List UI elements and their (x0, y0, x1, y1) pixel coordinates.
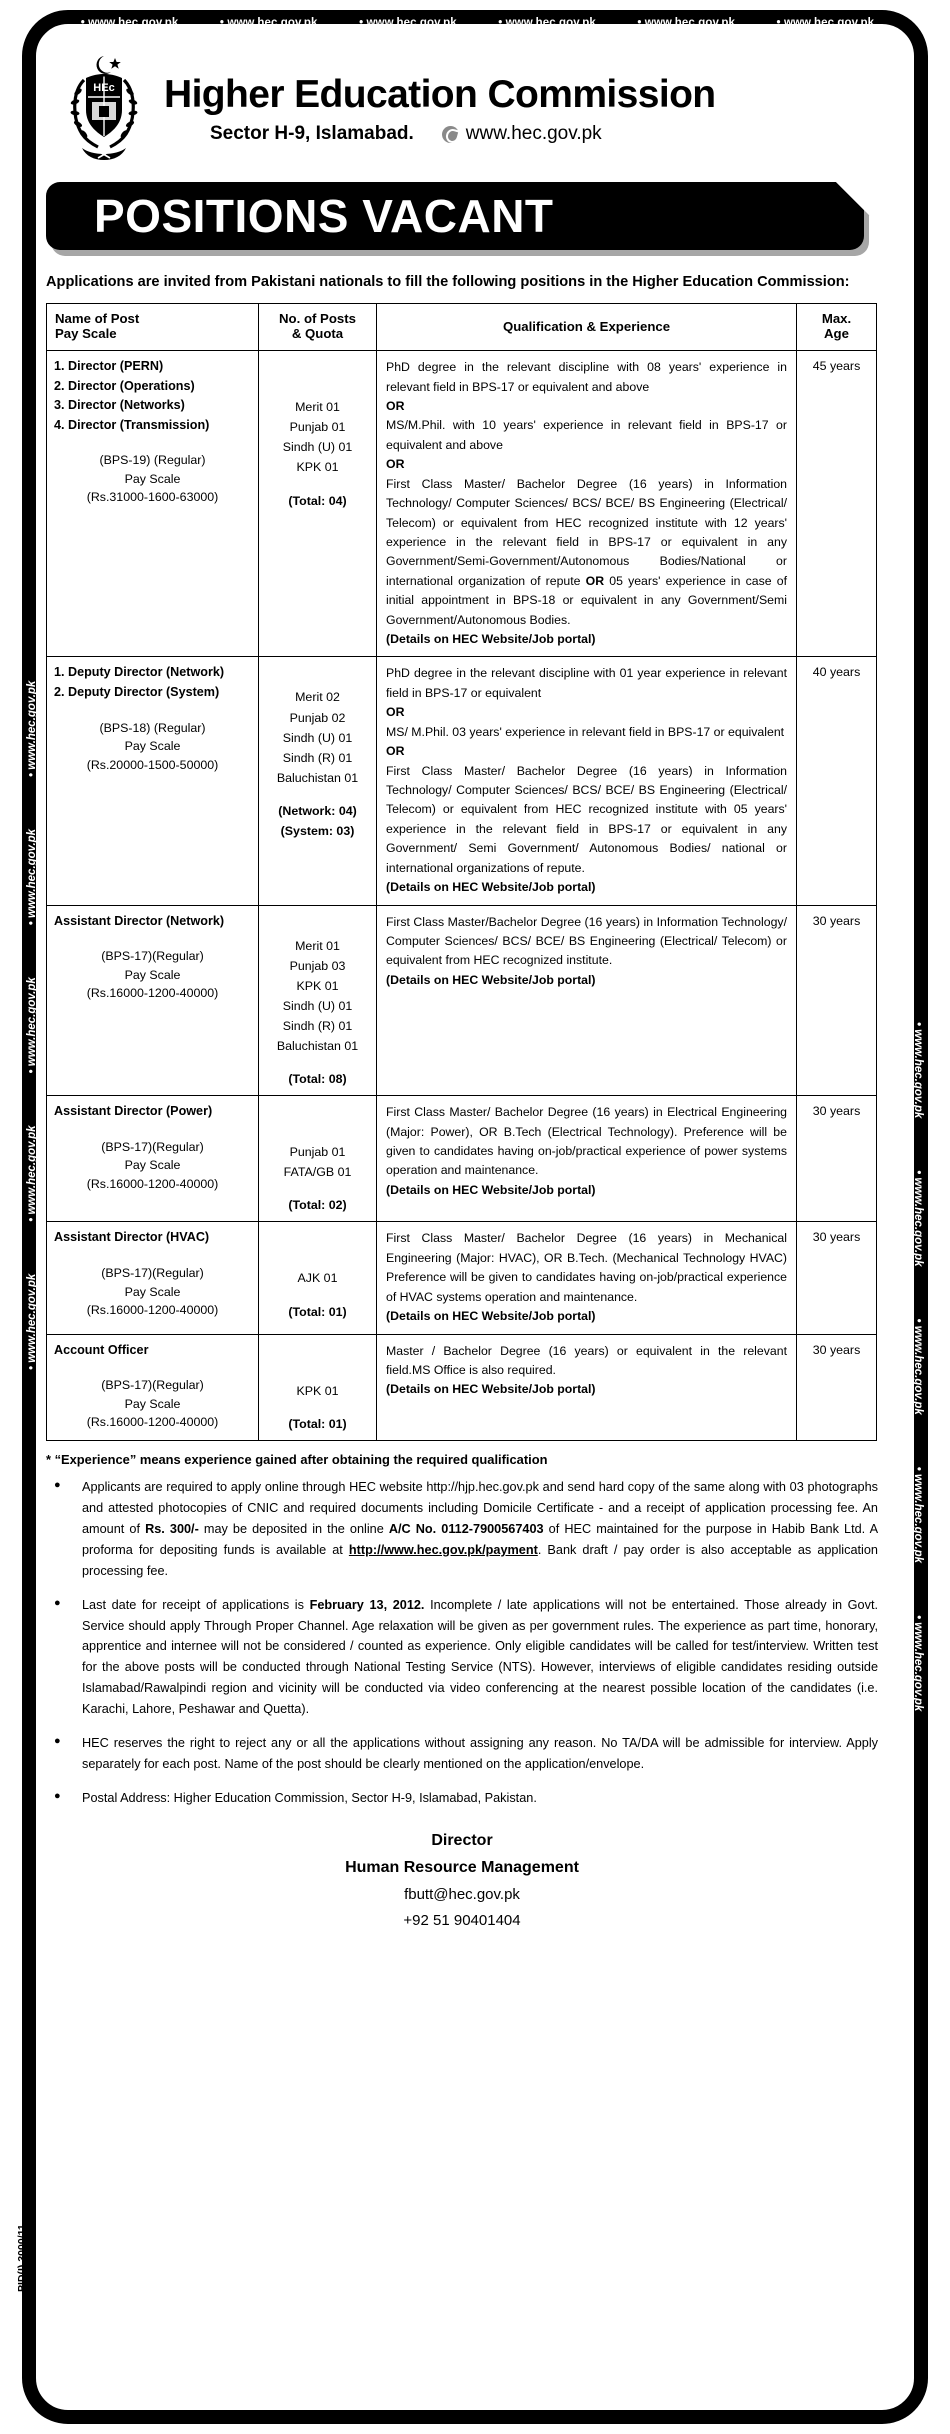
url-side-item: • www.hec.gov.pk (26, 1125, 38, 1222)
pay-scale-line: (Rs.16000-1200-40000) (86, 1415, 219, 1430)
qualification-paragraph: First Class Master/Bachelor Degree (16 years) in Information Technology/ Computer Sciences/ BCS/ BCE/ BS Engineering (Electrical/ Telecom) or equivalent from HEC recognized institute. (386, 914, 787, 968)
url-side-item: • www.hec.gov.pk (26, 977, 38, 1074)
quota-total: (Total: 04) (288, 493, 347, 508)
qualification-or: OR (386, 705, 405, 720)
bottom-url-strip (40, 2382, 875, 2404)
pay-scale-line: (BPS-17)(Regular) (101, 1266, 204, 1280)
qualification-details-link: (Details on HEC Website/Job portal) (386, 1382, 596, 1397)
pay-scale-line: (Rs.16000-1200-40000) (86, 1303, 219, 1318)
pay-scale-line: (BPS-17)(Regular) (101, 1378, 204, 1393)
col-header-quota (259, 304, 377, 351)
cell-max-age: 30 years (797, 1222, 877, 1334)
left-url-strip (26, 680, 38, 1396)
cell-qualification (377, 657, 797, 905)
globe-icon (442, 126, 459, 143)
quota-total: (Total: 01) (288, 1416, 347, 1431)
table-header-row (47, 304, 877, 351)
bullet-emphasis: February 13, 2012. (309, 1597, 425, 1612)
qualification-paragraph: First Class Master/ Bachelor Degree (16 years) in Electrical Engineering (Major: Power), OR B.Tech (Electrical Technology). Preference will be given to candidates having on-job/practical experience of power systems operation and maintenance. (386, 1105, 787, 1178)
quota-line: Sindh (R) 01 (282, 1018, 353, 1033)
quota-line: Sindh (U) 01 (282, 730, 353, 745)
document-content (40, 44, 910, 1934)
letterhead (40, 44, 910, 168)
qualification-paragraph: PhD degree in the relevant discipline with 08 years' experience in relevant field in BPS-17 or equivalent and above (386, 360, 787, 394)
qualification-paragraph: Master / Bachelor Degree (16 years) or equivalent in the relevant field.MS Office is also required. (386, 1343, 787, 1378)
cell-quota (259, 1334, 377, 1440)
cell-qualification (377, 1222, 797, 1334)
quota-line: Punjab 01 (289, 420, 346, 435)
list-item: ● Last date for receipt of applications is February 13, 2012. Incomplete / late applications will not be entertained. Those already in Govt. Service should apply Through Proper Channel. Age relaxation will be given as per government rules. The experience as part time, honorary, apprentice and internee will not be considered / counted as experience. Only eligible candidates will be called for test/interview. Written test for the above posts will be conducted through National Testing Service (NTS). However, interviews of eligible candidates residing outside Islamabad/Rawalpindi region and vicinity will be conducted via video conferencing at the nearest possible location of the candidates (i.e. Karachi, Lahore, Peshawar and Quetta). (46, 1595, 878, 1721)
cell-post (47, 1222, 259, 1334)
col-header-age-line1: Max. (821, 311, 852, 327)
pay-scale (54, 1264, 251, 1320)
page-curl-icon (836, 182, 870, 216)
org-subtitle (164, 123, 716, 145)
pay-scale-line: (BPS-17)(Regular) (101, 1139, 204, 1154)
top-url-strip (60, 12, 895, 34)
post-name-list (54, 1341, 251, 1361)
url-side-item: • www.hec.gov.pk (26, 1273, 38, 1370)
url-strip-item: • www.hec.gov.pk (199, 2387, 298, 2399)
quota-line: Merit 02 (295, 690, 340, 705)
banner-title: POSITIONS VACANT (94, 190, 554, 242)
quota-line: KPK 01 (296, 460, 339, 475)
quota-total-secondary: (System: 03) (280, 824, 355, 839)
post-name: 2. Deputy Director (System) (54, 685, 220, 699)
quota-line: Punjab 03 (289, 958, 346, 973)
quota-total: (Total: 02) (288, 1198, 347, 1213)
url-strip-item: • www.hec.gov.pk (359, 17, 457, 29)
intro-paragraph: Applications are invited from Pakistani nationals to fill the following positions in the Higher Education Commission: (46, 274, 850, 290)
table-row (47, 1096, 877, 1222)
table-row (47, 1334, 877, 1440)
quota-total: (Total: 01) (288, 1304, 347, 1319)
qualification-or: OR (386, 744, 405, 759)
qualification-emphasis: OR (585, 573, 605, 588)
quota-total: (Network: 04) (278, 803, 357, 818)
pay-scale (54, 947, 251, 1003)
post-name: 2. Director (Operations) (54, 378, 195, 393)
post-name: 3. Director (Networks) (54, 398, 185, 413)
pay-scale-line: Pay Scale (124, 967, 181, 982)
banner-box (46, 182, 864, 250)
quota-line: Baluchistan 01 (276, 770, 359, 785)
right-url-strip (912, 996, 924, 1712)
pay-scale (54, 1376, 251, 1432)
url-strip-item: • www.hec.gov.pk (776, 17, 875, 29)
post-name-list (54, 663, 251, 702)
pay-scale (54, 1138, 251, 1194)
qualification-or: OR (386, 457, 405, 472)
quota-line: Merit 01 (295, 400, 340, 415)
post-name: 1. Director (PERN) (54, 359, 164, 374)
cell-max-age: 40 years (797, 657, 877, 905)
cell-quota (259, 657, 377, 905)
col-header-post-line2: Pay Scale (55, 326, 117, 342)
cell-qualification (377, 1096, 797, 1222)
cell-quota (259, 1096, 377, 1222)
col-header-post-line1: Name of Post (55, 311, 140, 327)
col-header-post (47, 304, 259, 351)
positions-table (46, 303, 877, 1441)
pay-scale (54, 719, 251, 775)
quota-line: KPK 01 (296, 978, 339, 993)
qualification-details-link: (Details on HEC Website/Job portal) (386, 1182, 596, 1197)
table-row (47, 351, 877, 657)
experience-note: * “Experience” means experience gained after obtaining the required qualification (46, 1451, 548, 1467)
signature-block (46, 1827, 878, 1934)
signature-title: Director (431, 1832, 493, 1850)
post-name: Assistant Director (Network) (54, 913, 225, 928)
pay-scale-line: (Rs.16000-1200-40000) (86, 986, 219, 1001)
pay-scale-line: (BPS-19) (Regular) (99, 453, 206, 468)
pid-code: PID(I) 3000/11 (16, 2224, 28, 2292)
url-strip-item: • www.hec.gov.pk (498, 17, 596, 29)
page-title: Higher Education Commission (164, 73, 716, 116)
cell-post (47, 905, 259, 1096)
cell-qualification (377, 1334, 797, 1440)
cell-max-age: 45 years (797, 351, 877, 657)
pay-scale-line: (Rs.31000-1600-63000) (86, 490, 219, 505)
pay-scale-line: Pay Scale (124, 1284, 181, 1299)
post-name: Assistant Director (Power) (54, 1104, 213, 1119)
org-website: www.hec.gov.pk (465, 123, 602, 144)
url-strip-item: • www.hec.gov.pk (60, 2387, 159, 2399)
pakistan-emblem-icon (58, 52, 150, 164)
post-name-list (54, 1102, 251, 1122)
col-header-quota-line2: & Quota (291, 326, 344, 342)
qualification-details-link: (Details on HEC Website/Job portal) (386, 972, 596, 987)
cell-max-age: 30 years (797, 1334, 877, 1440)
pay-scale-line: (Rs.16000-1200-40000) (86, 1176, 219, 1191)
col-header-qualification: Qualification & Experience (377, 304, 797, 351)
signature-phone: +92 51 90401404 (403, 1911, 521, 1929)
cell-post (47, 657, 259, 905)
qualification-details-link: (Details on HEC Website/Job portal) (386, 880, 596, 895)
pay-scale-line: Pay Scale (124, 471, 181, 486)
table-row (47, 657, 877, 905)
post-name-list (54, 1228, 251, 1248)
post-name-list (54, 357, 251, 435)
pay-scale-line: Pay Scale (124, 1158, 181, 1173)
table-row (47, 905, 877, 1096)
pay-scale (54, 451, 251, 507)
signature-email: fbutt@hec.gov.pk (404, 1885, 520, 1903)
post-name: 1. Deputy Director (Network) (54, 665, 225, 680)
qualification-paragraph: MS/ M.Phil. 03 years' experience in relevant field in BPS-17 or equivalent (386, 724, 785, 739)
cell-qualification (377, 905, 797, 1096)
signature-department: Human Resource Management (345, 1859, 579, 1877)
org-address: Sector H-9, Islamabad. (210, 123, 414, 144)
quota-line: AJK 01 (297, 1271, 338, 1286)
positions-vacant-banner (46, 182, 884, 256)
url-strip-item: • www.hec.gov.pk (637, 17, 736, 29)
qualification-paragraph: First Class Master/ Bachelor Degree (16 years) in Information Technology/ Computer Sciences/ BCS/ BCE/ BS Engineering (Electrical/ Telecom) or equivalent from HEC recognized institute with 05 years' experience in the relevant field in BPS-17 or equivalent in any Government/ Semi Government/ Autonomous Bodies/ national or international organizations of repute. (386, 763, 787, 875)
pay-scale-line: Pay Scale (124, 1396, 181, 1411)
list-item: ● Applicants are required to apply online through HEC website http://hjp.hec.gov.pk and send hard copy of the same along with 03 photographs and attested photocopies of CNIC and required documents including Domicile Certificate - and a receipt of application processing fee. An amount of Rs. 300/- may be deposited in the online A/C No. 0112-7900567403 of HEC maintained for the purpose in Habib Bank Ltd. A proforma for depositing funds is available at http://www.hec.gov.pk/payment. Bank draft / pay order is also acceptable as application processing fee. (46, 1477, 878, 1582)
pay-scale-line: (BPS-18) (Regular) (99, 720, 206, 735)
bullet-emphasis: A/C No. 0112-7900567403 (388, 1521, 544, 1536)
col-header-quota-line1: No. of Posts (279, 311, 356, 327)
table-body (47, 351, 877, 1441)
col-header-age-line2: Age (824, 326, 849, 342)
cell-quota (259, 351, 377, 657)
url-side-item: • www.hec.gov.pk (26, 828, 38, 926)
url-strip-item: • www.hec.gov.pk (80, 17, 179, 29)
quota-line: Baluchistan 01 (276, 1039, 359, 1054)
instructions-list (46, 1477, 878, 1809)
url-strip-item: • www.hec.gov.pk (617, 2387, 716, 2399)
bullet-emphasis: Rs. 300/- (145, 1521, 199, 1536)
cell-quota (259, 905, 377, 1096)
cell-qualification (377, 351, 797, 657)
qualification-paragraph: MS/M.Phil. with 10 years' experience in relevant field in BPS-17 or equivalent and above (386, 418, 787, 452)
table-row (47, 1222, 877, 1334)
quota-line: Sindh (R) 01 (282, 750, 353, 765)
post-name: Assistant Director (HVAC) (54, 1230, 210, 1245)
cell-post (47, 1096, 259, 1222)
quota-line: Punjab 02 (289, 710, 346, 725)
quota-line: Merit 01 (295, 938, 340, 953)
url-side-item: • www.hec.gov.pk (912, 1022, 924, 1119)
quota-line: KPK 01 (296, 1383, 339, 1398)
post-name: 4. Director (Transmission) (54, 417, 210, 432)
quota-line: Sindh (U) 01 (282, 998, 353, 1013)
pay-scale-line: (Rs.20000-1500-50000) (86, 757, 219, 772)
cell-post (47, 351, 259, 657)
url-side-item: • www.hec.gov.pk (912, 1466, 924, 1564)
qualification-paragraph: PhD degree in the relevant discipline with 01 year experience in relevant field in BPS-17 or equivalent (386, 666, 787, 700)
url-strip-item: • www.hec.gov.pk (339, 2387, 437, 2399)
pay-scale-line: (BPS-17)(Regular) (101, 949, 204, 964)
url-side-item: • www.hec.gov.pk (26, 680, 38, 777)
url-strip-item: • www.hec.gov.pk (756, 2387, 855, 2399)
table-header (47, 304, 877, 351)
quota-line: Sindh (U) 01 (282, 440, 353, 455)
cell-max-age: 30 years (797, 1096, 877, 1222)
post-name: Account Officer (54, 1342, 149, 1357)
url-side-item: • www.hec.gov.pk (912, 1318, 924, 1415)
svg-text:HEc: HEc (93, 82, 115, 94)
cell-post (47, 1334, 259, 1440)
url-strip-item: • www.hec.gov.pk (478, 2387, 576, 2399)
payment-link[interactable]: http://www.hec.gov.pk/payment (348, 1542, 538, 1557)
list-item: ● HEC reserves the right to reject any or all the applications without assigning any reason. No TA/DA will be admissible for interview. Apply separately for each post. Name of the post should be clearly mentioned on the application/envelope. (46, 1733, 878, 1775)
cell-quota (259, 1222, 377, 1334)
qualification-paragraph: First Class Master/ Bachelor Degree (16 years) in Mechanical Engineering (Major: HVAC), OR B.Tech. (Mechanical Technology HVAC) Preference will be given to candidates having on-job/practical experience of HVAC systems operation and maintenance. (386, 1231, 787, 1304)
post-name-list (54, 912, 251, 932)
qualification-or: OR (386, 399, 405, 413)
org-titleblock (164, 71, 716, 145)
quota-line: FATA/GB 01 (283, 1165, 352, 1180)
url-strip-item: • www.hec.gov.pk (219, 17, 318, 29)
url-side-item: • www.hec.gov.pk (912, 1615, 924, 1712)
qualification-paragraph: First Class Master/ Bachelor Degree (16 years) in Information Technology/ Computer Sciences/ BCS/ BCE/ BS Engineering (Electrical/ Telecom) or equivalent from HEC recognized institute with 12 years' experience in the relevant field in BPS-17 or equivalent in any Government/Semi-Government/Autonomous Bodies/National or international organization of repute OR 05 years' experience in case of initial appointment in BPS-18 or equivalent in any Government/Semi Government/Autonomous Bodies. (386, 476, 787, 627)
quota-line: Punjab 01 (289, 1145, 346, 1160)
col-header-age (797, 304, 877, 351)
url-side-item: • www.hec.gov.pk (912, 1170, 924, 1267)
pay-scale-line: Pay Scale (124, 739, 181, 754)
qualification-details-link: (Details on HEC Website/Job portal) (386, 632, 596, 647)
cell-max-age: 30 years (797, 905, 877, 1096)
list-item: ● Postal Address: Higher Education Commission, Sector H-9, Islamabad, Pakistan. (46, 1788, 878, 1809)
qualification-details-link: (Details on HEC Website/Job portal) (386, 1309, 596, 1324)
quota-total: (Total: 08) (288, 1072, 347, 1087)
